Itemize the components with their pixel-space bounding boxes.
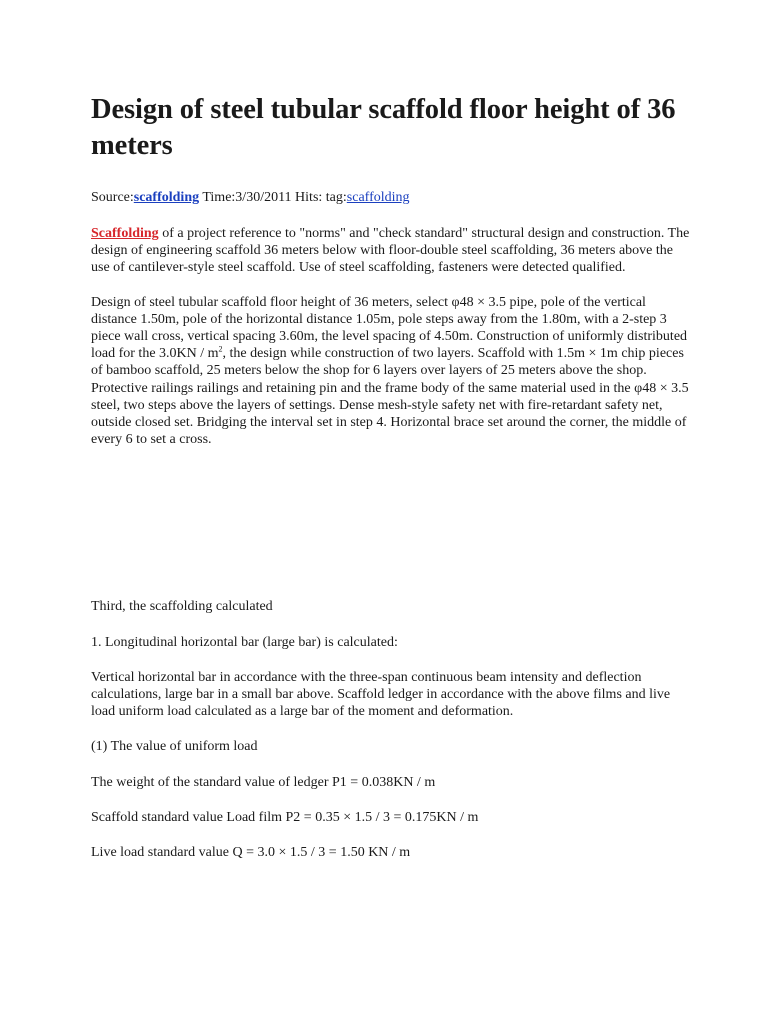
intro-paragraph: [91, 225, 691, 277]
formula-line-3: Live load standard value Q = 3.0 × 1.5 / 3 = 1.50 KN / m: [91, 845, 411, 861]
formula-line-1: The weight of the standard value of ledger P1 = 0.038KN / m: [91, 774, 436, 790]
source-link[interactable]: scaffolding: [133, 190, 200, 205]
formula-line-2: Scaffold standard value Load film P2 = 0.35 × 1.5 / 3 = 0.175KN / m: [91, 809, 479, 825]
sub-heading-1: (1) The value of uniform load: [91, 739, 258, 755]
section-title: Third, the scaffolding calculated: [91, 599, 273, 615]
item-heading-1: 1. Longitudinal horizontal bar (large bar) is calculated:: [91, 634, 398, 650]
scaffolding-link[interactable]: Scaffolding: [91, 226, 159, 241]
design-text-part1: Design of steel tubular scaffold floor height of 36 meters, select φ48 × 3.5 pipe, pole of the vertical distance 1.50m, pole of the horizontal distance 1.05m, pole steps away from the 1.80m, with a 2-step 3 piece wall cross, vertical spacing 3.60m, the level spacing of 4.50m. Construction of uniformly distributed load for the 3.0KN / m: [91, 294, 688, 362]
design-text-part2: , the design while construction of two layers. Scaffold with 1.5m × 1m chip pieces of bamboo scaffold, 25 meters below the shop for 6 layers over layers of 25 meters above the shop. Protective railings railings and retaining pin and the frame body of the same material used in the φ48 × 3.5 steel, two steps above the layers of settings. Dense mesh-style safety net with fire-retardant safety net, outside closed set. Bridging the interval set in step 4. Horizontal brace set around the corner, the middle of every 6 to set a cross.: [91, 346, 689, 448]
article-meta: [91, 189, 691, 207]
superscript-2: 2: [218, 344, 223, 354]
time-hits-text: Time:3/30/2011 Hits: tag:: [199, 190, 347, 205]
page-title: Design of steel tubular scaffold floor height of 36 meters: [91, 94, 676, 161]
design-paragraph: [91, 294, 691, 449]
intro-text: of a project reference to "norms" and "check standard" structural design and construction. The design of engineering scaffold 36 meters below with floor-double steel scaffolding, 36 meters above the use of cantilever-style steel scaffold. Use of steel scaffolding, fasteners were detected qualified.: [91, 226, 690, 276]
item-paragraph-1: Vertical horizontal bar in accordance with the three-span continuous beam intensity and deflection calculations, large bar in a small bar above. Scaffold ledger in accordance with the above films and live load uniform load calculated as a large bar of the moment and deformation.: [91, 669, 671, 720]
document-page: [91, 92, 691, 861]
source-label: Source:: [91, 190, 134, 205]
tag-link[interactable]: scaffolding: [346, 190, 410, 205]
